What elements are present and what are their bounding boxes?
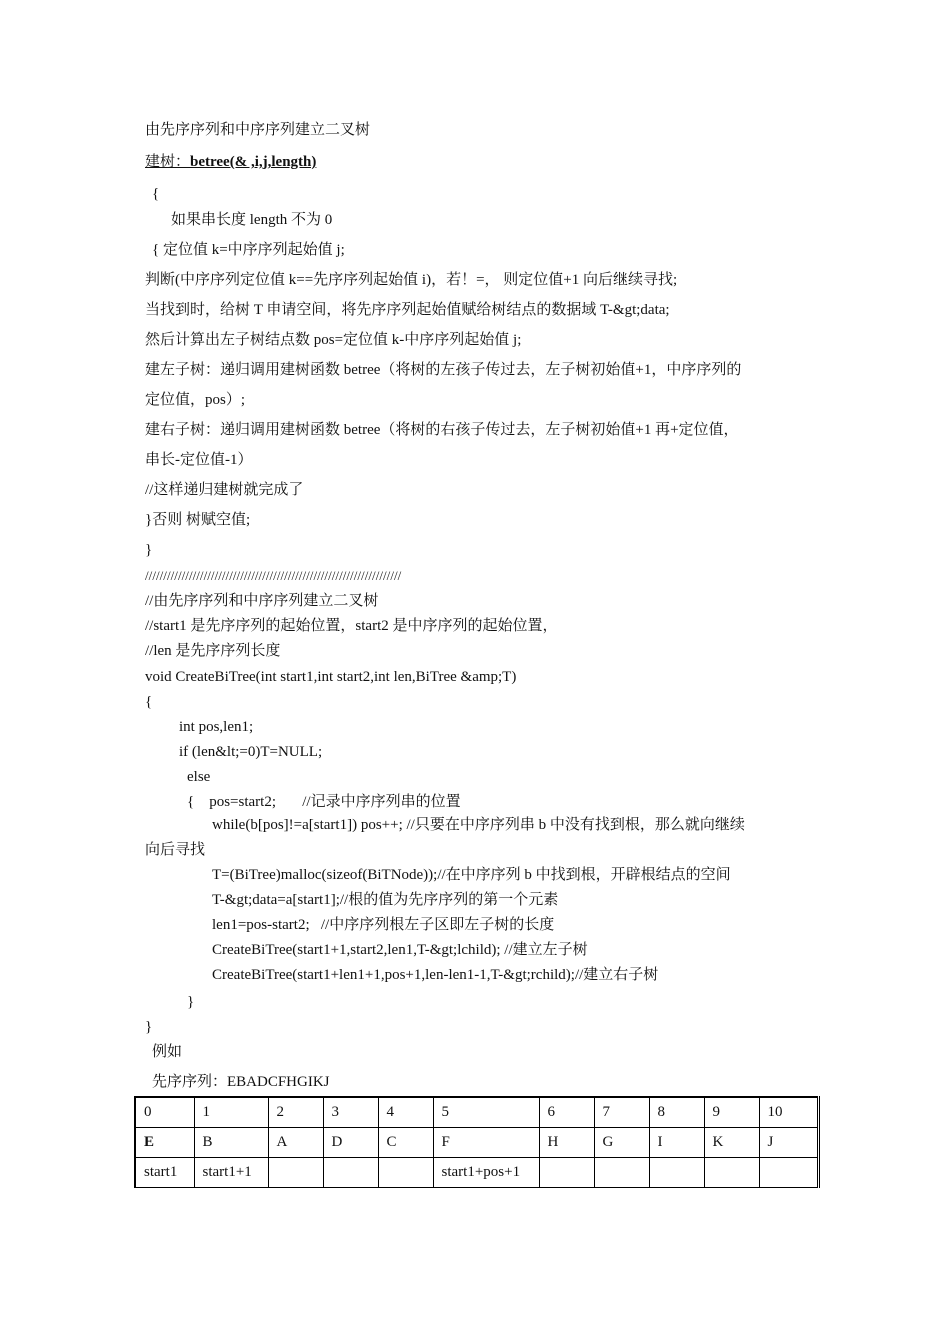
- marker-cell: [594, 1157, 649, 1187]
- code-line: void CreateBiTree(int start1,int start2,int len,BiTree &amp;T): [145, 669, 517, 685]
- example-label: 例如: [152, 1044, 183, 1060]
- index-cell: 7: [594, 1097, 649, 1127]
- letter-cell: B: [194, 1127, 268, 1157]
- table-row-letters: [135, 1127, 818, 1157]
- marker-cell: [323, 1157, 378, 1187]
- code-line: T-&gt;data=a[start1];//根的值为先序序列的第一个元素: [212, 892, 559, 908]
- section-heading: [145, 152, 316, 172]
- marker-cell: [268, 1157, 323, 1187]
- algo-line: 判断(中序序列定位值 k==先序序列起始值 i)，若！=， 则定位值+1 向后继续寻找;: [145, 272, 678, 288]
- algo-line: 定位值，pos）;: [145, 392, 246, 408]
- table-row-indices: [135, 1097, 818, 1127]
- letter-cell: A: [268, 1127, 323, 1157]
- letter-cell: E: [135, 1127, 194, 1157]
- letter-cell: F: [433, 1127, 539, 1157]
- algo-line: 建右子树：递归调用建树函数 betree（将树的右孩子传过去，左子树初始值+1 再+定位值，: [145, 422, 739, 438]
- index-cell: 2: [268, 1097, 323, 1127]
- algo-line: 然后计算出左子树结点数 pos=定位值 k-中序序列起始值 j;: [145, 332, 522, 348]
- preorder-label: 先序序列：EBADCFHGIKJ: [152, 1074, 330, 1090]
- algo-line: }否则 树赋空值;: [145, 512, 251, 528]
- algo-line: 如果串长度 length 不为 0: [171, 212, 333, 228]
- code-line: len1=pos-start2; //中序序列根左子区即左子树的长度: [212, 917, 555, 933]
- index-cell: 1: [194, 1097, 268, 1127]
- algo-line: 建左子树：递归调用建树函数 betree（将树的左孩子传过去，左子树初始值+1，中序序列的: [145, 362, 742, 378]
- algo-line: //这样递归建树就完成了: [145, 482, 304, 498]
- marker-cell: start1+pos+1: [433, 1157, 539, 1187]
- marker-cell: [704, 1157, 759, 1187]
- code-line: { pos=start2; //记录中序序列串的位置: [187, 794, 461, 810]
- code-line: if (len&lt;=0)T=NULL;: [179, 744, 323, 760]
- index-cell: 6: [539, 1097, 594, 1127]
- letter-cell: I: [649, 1127, 704, 1157]
- index-cell: 9: [704, 1097, 759, 1127]
- code-line: CreateBiTree(start1+1,start2,len1,T-&gt;lchild); //建立左子树: [212, 942, 588, 958]
- code-line: {: [145, 694, 153, 710]
- page-title: 由先序序列和中序序列建立二叉树: [145, 122, 371, 138]
- code-line: }: [145, 1019, 153, 1035]
- code-line: }: [187, 994, 195, 1010]
- algo-line: }: [145, 542, 153, 558]
- letter-cell: G: [594, 1127, 649, 1157]
- table-row-markers: [135, 1157, 818, 1187]
- code-line: CreateBiTree(start1+len1+1,pos+1,len-len1-1,T-&gt;rchild);//建立右子树: [212, 967, 659, 983]
- code-line: int pos,len1;: [179, 719, 254, 735]
- heading-signature: betree(& ,i,j,length): [190, 154, 317, 170]
- marker-cell: start1+1: [194, 1157, 268, 1187]
- index-cell: 5: [433, 1097, 539, 1127]
- algo-line: 当找到时，给树 T 申请空间，将先序序列起始值赋给树结点的数据域 T-&gt;data;: [145, 302, 670, 318]
- code-line: //start1 是先序序列的起始位置，start2 是中序序列的起始位置，: [145, 618, 558, 634]
- marker-cell: [378, 1157, 433, 1187]
- code-line: 向后寻找: [145, 842, 206, 858]
- code-line: while(b[pos]!=a[start1]) pos++; //只要在中序序列串 b 中没有找到根，那么就向继续: [212, 817, 745, 833]
- marker-cell: [759, 1157, 818, 1187]
- algo-line: {: [152, 186, 160, 202]
- code-line: //////////////////////////////////////////////////////////////////////: [145, 568, 402, 583]
- letter-cell: K: [704, 1127, 759, 1157]
- letter-cell: C: [378, 1127, 433, 1157]
- index-cell: 10: [759, 1097, 818, 1127]
- code-line: //由先序序列和中序序列建立二叉树: [145, 593, 379, 609]
- letter-cell: J: [759, 1127, 818, 1157]
- algo-line: 串长-定位值-1）: [145, 452, 253, 468]
- code-line: //len 是先序序列长度: [145, 643, 281, 659]
- heading-label: 建树：: [145, 154, 191, 170]
- index-cell: 3: [323, 1097, 378, 1127]
- letter-cell: H: [539, 1127, 594, 1157]
- preorder-table: [134, 1096, 820, 1188]
- index-cell: 0: [135, 1097, 194, 1127]
- letter-cell: D: [323, 1127, 378, 1157]
- marker-cell: start1: [135, 1157, 194, 1187]
- algo-line: { 定位值 k=中序序列起始值 j;: [152, 242, 345, 258]
- marker-cell: [539, 1157, 594, 1187]
- code-line: T=(BiTree)malloc(sizeof(BiTNode));//在中序序列 b 中找到根，开辟根结点的空间: [212, 867, 731, 883]
- marker-cell: [649, 1157, 704, 1187]
- index-cell: 8: [649, 1097, 704, 1127]
- code-line: else: [187, 769, 211, 785]
- index-cell: 4: [378, 1097, 433, 1127]
